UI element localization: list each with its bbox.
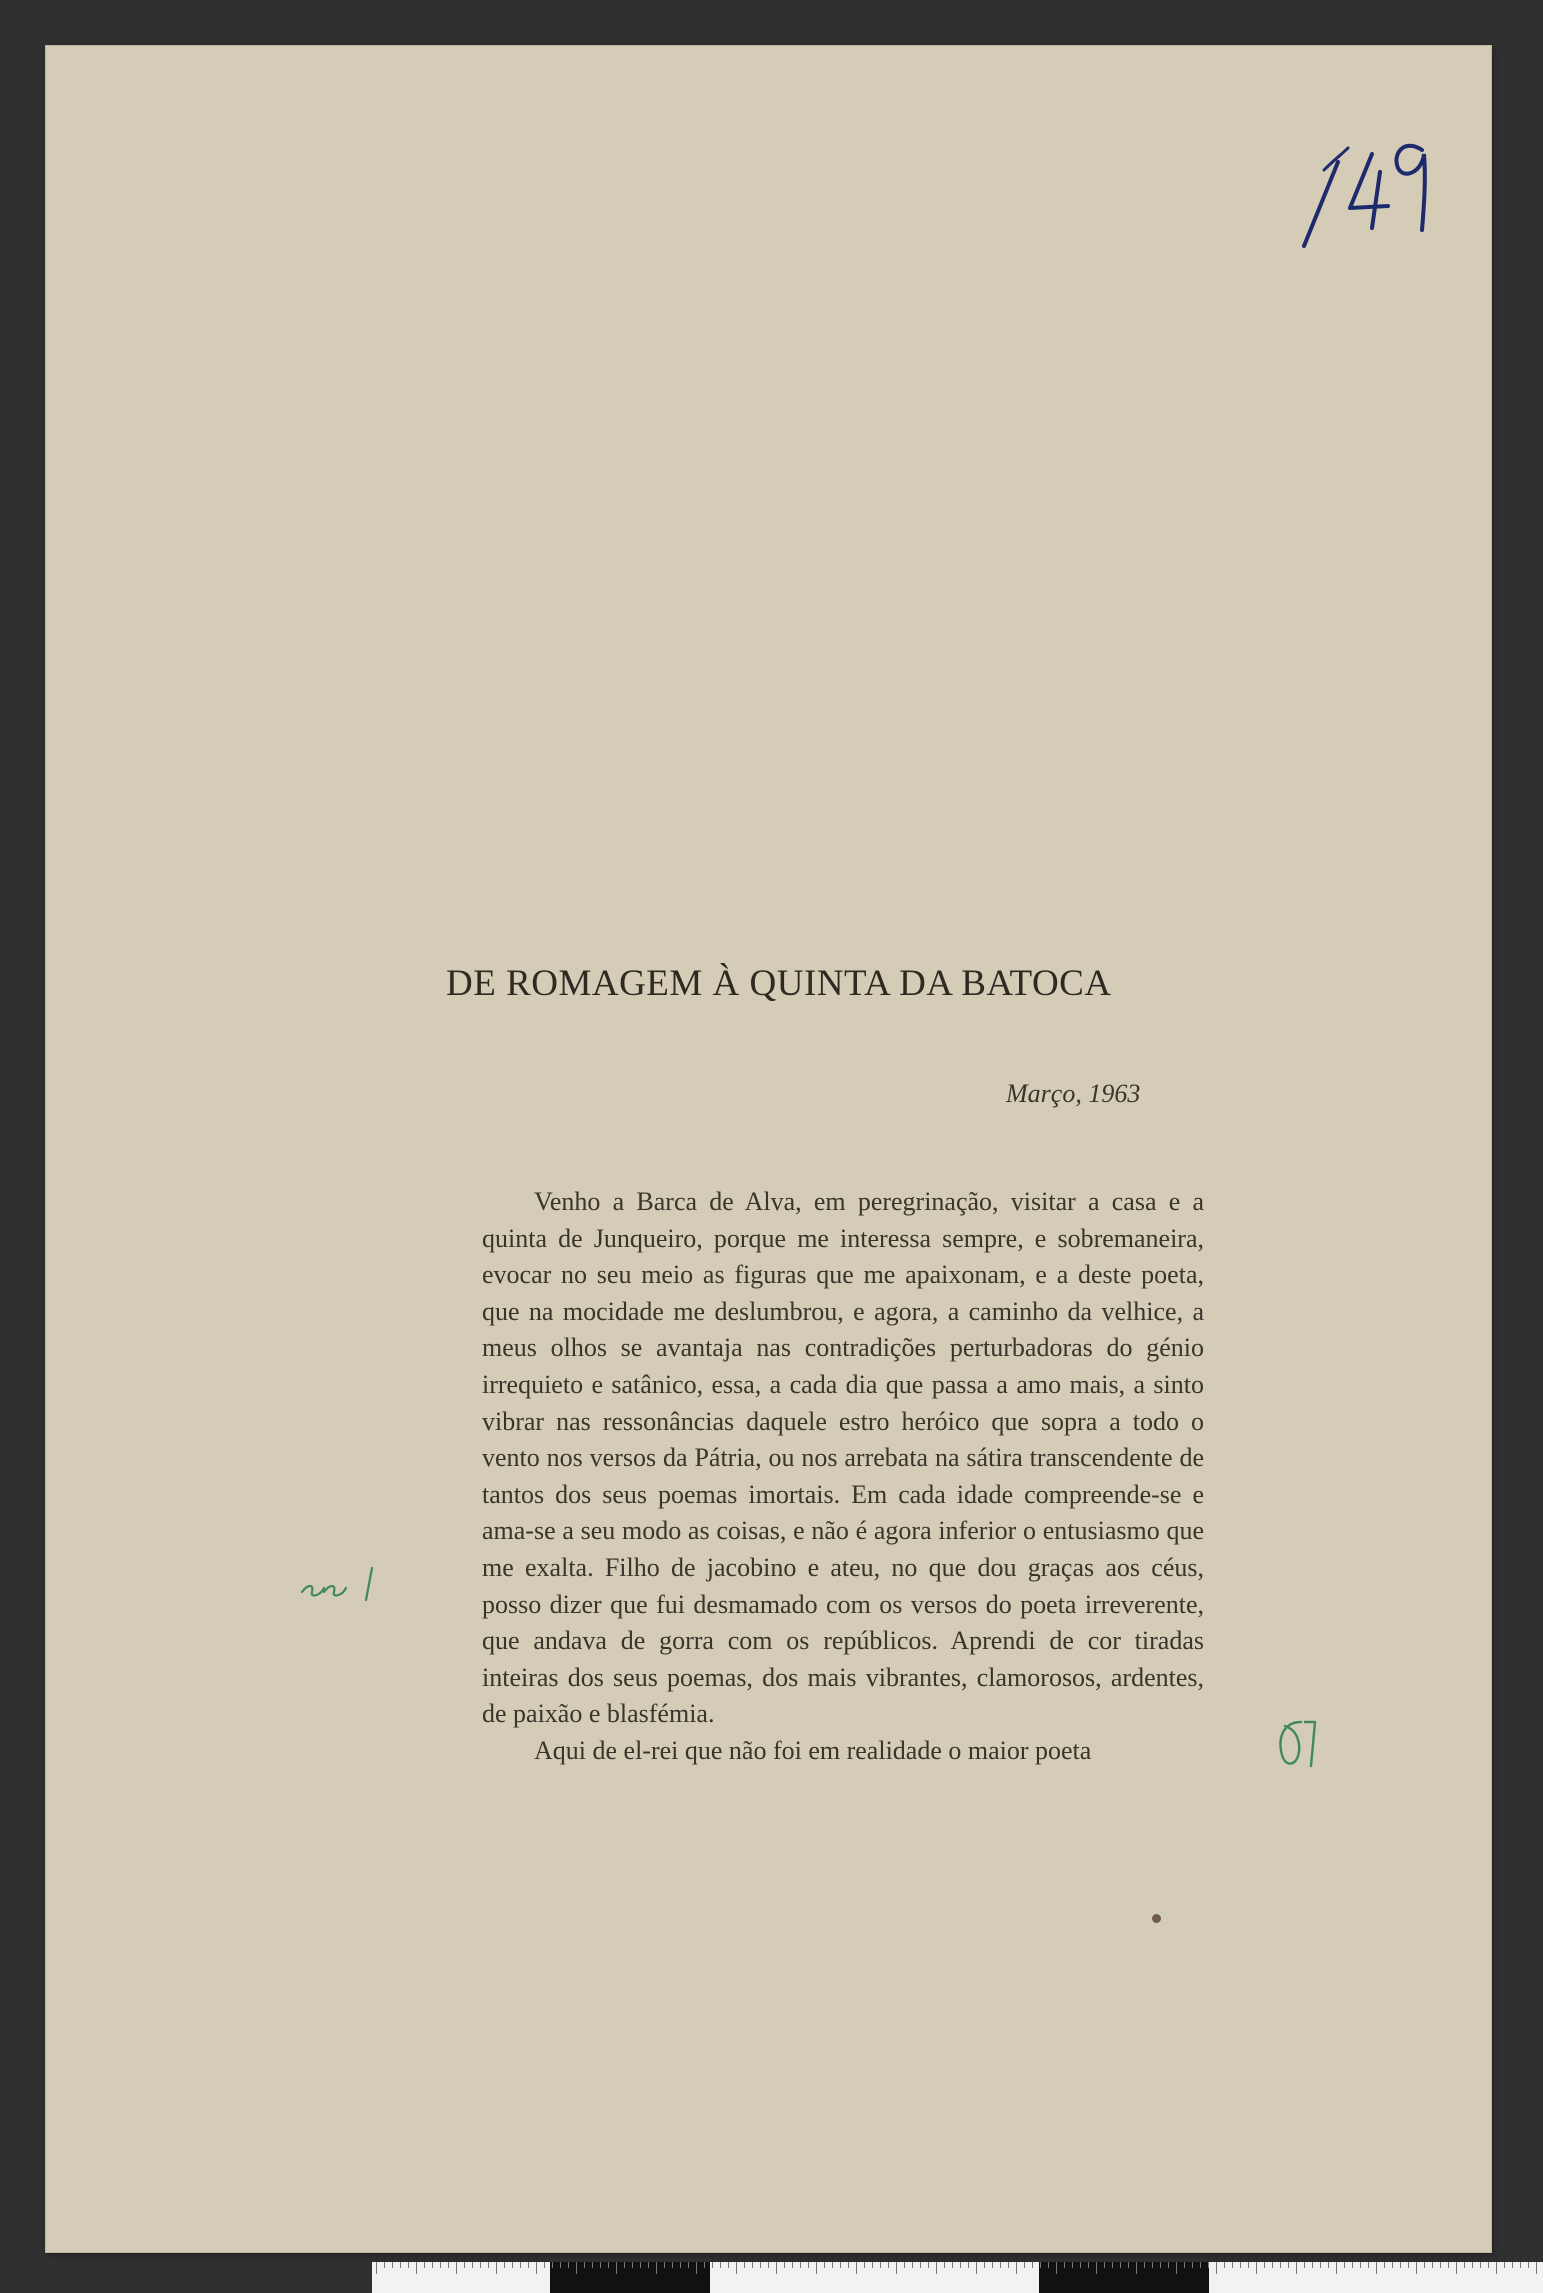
ruler-tick [1288,2262,1289,2268]
ruler-tick [872,2262,873,2268]
ink-spot [1152,1914,1161,1923]
ruler-tick [1032,2262,1033,2268]
ruler-tick [1344,2262,1345,2268]
ruler-tick [1360,2262,1361,2268]
ruler-tick [584,2262,585,2268]
ruler-tick [1480,2262,1481,2268]
ruler-tick [1040,2262,1041,2268]
ruler-tick [752,2262,753,2268]
ruler-tick [592,2262,593,2268]
ruler-tick [576,2262,577,2274]
ruler-tick [712,2262,713,2268]
ruler-tick [520,2262,521,2268]
ruler-tick [512,2262,513,2268]
ruler-tick [656,2262,657,2274]
ruler-tick [464,2262,465,2268]
ruler-tick [1048,2262,1049,2268]
ruler-tick [912,2262,913,2268]
ruler-tick [1024,2262,1025,2268]
ruler-tick [1304,2262,1305,2268]
ruler-tick [552,2262,553,2268]
ruler-tick [1408,2262,1409,2268]
body-text [482,1184,1204,1770]
ruler-tick [696,2262,697,2274]
ruler-tick [456,2262,457,2274]
ruler-tick [1192,2262,1193,2268]
ruler-tick [1080,2262,1081,2268]
ruler-tick [640,2262,641,2268]
ruler-tick [1256,2262,1257,2274]
ruler-tick [496,2262,497,2274]
ruler-tick [384,2262,385,2268]
ruler-tick [1160,2262,1161,2268]
ruler-tick [1328,2262,1329,2268]
ruler-tick [1144,2262,1145,2268]
ruler-tick [1504,2262,1505,2268]
ruler-tick [816,2262,817,2274]
ruler-tick [864,2262,865,2268]
scale-ruler [372,2262,1543,2293]
ruler-tick [624,2262,625,2268]
ruler-tick [392,2262,393,2268]
ruler-tick [608,2262,609,2268]
ruler-tick [1352,2262,1353,2268]
ruler-tick [968,2262,969,2268]
ruler-tick [704,2262,705,2268]
ruler-tick [1312,2262,1313,2268]
ruler-tick [904,2262,905,2268]
ruler-tick [1224,2262,1225,2268]
ruler-tick [992,2262,993,2268]
ruler-tick [1120,2262,1121,2268]
ruler-tick [1152,2262,1153,2268]
ruler-tick [560,2262,561,2268]
ruler-tick [1096,2262,1097,2274]
ruler-tick [600,2262,601,2268]
ruler-tick [928,2262,929,2268]
ruler-tick [1320,2262,1321,2268]
ruler-tick [1424,2262,1425,2268]
ruler-tick [936,2262,937,2274]
ruler-tick [896,2262,897,2274]
ruler-tick [880,2262,881,2268]
ruler-tick [856,2262,857,2274]
ruler-tick [424,2262,425,2268]
paragraph: Venho a Barca de Alva, em peregrinação, visitar a casa e a quinta de Junqueiro, porque me interessa sempre, e sobremaneira, evocar no seu meio as figuras que me apaixonam, e a deste poeta, que na mocidade me deslumbrou, e agora, a caminho da velhice, a meus olhos se avantaja nas contradições perturbadoras do génio irrequieto e satânico, essa, a cada dia que passa a amo mais, a sinto vibrar nas ressonâncias daquele estro heróico que sopra a todo o vento nos versos da Pátria, ou nos arrebata na sátira transcendente de tantos dos seus poemas imortais. Em cada idade compreende-se e ama-se a seu modo as coisas, e não é agora inferior o entusiasmo que me exalta. Filho de jacobino e ateu, no que dou graças aos céus, posso dizer que fui desmamado com os versos do poeta irreverente, que andava de gorra com os repúblicos. Aprendi de cor tiradas inteiras dos seus poemas, dos mais vibrantes, clamorosos, ardentes, de paixão e blasfémia. [482,1187,1204,1729]
ruler-tick [1528,2262,1529,2268]
ruler-tick [840,2262,841,2268]
ruler-tick [1448,2262,1449,2268]
ruler-tick [888,2262,889,2268]
ruler-tick [448,2262,449,2268]
ruler-tick [536,2262,537,2274]
ruler-tick [1136,2262,1137,2274]
ruler-tick [1416,2262,1417,2274]
ruler-tick [800,2262,801,2268]
ruler-tick [1432,2262,1433,2268]
ruler-tick [688,2262,689,2268]
ruler-tick [1496,2262,1497,2274]
ruler-tick [1064,2262,1065,2268]
ruler-tick [528,2262,529,2268]
ruler-tick [1128,2262,1129,2268]
ruler-tick [952,2262,953,2268]
ruler-tick [616,2262,617,2274]
ruler-tick [400,2262,401,2268]
ruler-tick [1368,2262,1369,2268]
ruler-tick [832,2262,833,2268]
ruler-tick [744,2262,745,2268]
ruler-tick [1280,2262,1281,2268]
document-page [46,46,1491,2252]
ruler-tick [976,2262,977,2274]
ruler-tick [408,2262,409,2268]
ruler-block [550,2262,710,2293]
ruler-tick [1472,2262,1473,2268]
ruler-tick [1008,2262,1009,2268]
ruler-tick [1464,2262,1465,2268]
paragraph: Aqui de el-rei que não foi em realidade o maior poeta [534,1735,1092,1765]
document-date: Março, 1963 [1006,1079,1141,1108]
ruler-tick [544,2262,545,2268]
ruler-tick [472,2262,473,2268]
ruler-tick [416,2262,417,2274]
ruler-tick [1184,2262,1185,2268]
ruler-tick [1016,2262,1017,2274]
ruler-tick [1384,2262,1385,2268]
ruler-tick [1072,2262,1073,2268]
ruler-tick [960,2262,961,2268]
ruler-tick [1176,2262,1177,2274]
document-title: DE ROMAGEM À QUINTA DA BATOCA [446,963,1112,1004]
ruler-tick [1336,2262,1337,2274]
ruler-tick [808,2262,809,2268]
margin-annotation-left [296,1556,386,1606]
ruler-tick [1088,2262,1089,2268]
ruler-tick [672,2262,673,2268]
margin-annotation-right [1271,1714,1321,1774]
ruler-tick [440,2262,441,2268]
ruler-tick [1392,2262,1393,2268]
ruler-tick [1104,2262,1105,2268]
ruler-tick [632,2262,633,2268]
ruler-tick [760,2262,761,2268]
ruler-tick [1536,2262,1537,2274]
ruler-tick [1112,2262,1113,2268]
ruler-tick [792,2262,793,2268]
ruler-tick [1208,2262,1209,2268]
folio-number-handwritten [1276,110,1436,260]
ruler-tick [1376,2262,1377,2274]
ruler-tick [736,2262,737,2274]
ruler-tick [1248,2262,1249,2268]
ruler-tick [568,2262,569,2268]
ruler-tick [1200,2262,1201,2268]
ruler-tick [1512,2262,1513,2268]
ruler-tick [664,2262,665,2268]
ruler-tick [1056,2262,1057,2274]
ruler-tick [1488,2262,1489,2268]
ruler-tick [728,2262,729,2268]
ruler-tick [432,2262,433,2268]
ruler-tick [720,2262,721,2268]
ruler-tick [944,2262,945,2268]
ruler-tick [480,2262,481,2268]
ruler-tick [1216,2262,1217,2274]
ruler-tick [776,2262,777,2274]
ruler-tick [1168,2262,1169,2268]
ruler-tick [1000,2262,1001,2268]
ruler-tick [824,2262,825,2268]
ruler-tick [1520,2262,1521,2268]
ruler-tick [1232,2262,1233,2268]
ruler-tick [680,2262,681,2268]
ruler-tick [1240,2262,1241,2268]
ruler-tick [1456,2262,1457,2274]
ruler-tick [1400,2262,1401,2268]
ruler-tick [784,2262,785,2268]
ruler-tick [648,2262,649,2268]
ruler-tick [984,2262,985,2268]
ruler-tick [1272,2262,1273,2268]
ruler-tick [920,2262,921,2268]
ruler-tick [1440,2262,1441,2268]
ruler-tick [488,2262,489,2268]
ruler-tick [768,2262,769,2268]
ruler-tick [1296,2262,1297,2274]
ruler-tick [504,2262,505,2268]
ruler-tick [848,2262,849,2268]
ruler-tick [1264,2262,1265,2268]
ruler-tick [376,2262,377,2274]
